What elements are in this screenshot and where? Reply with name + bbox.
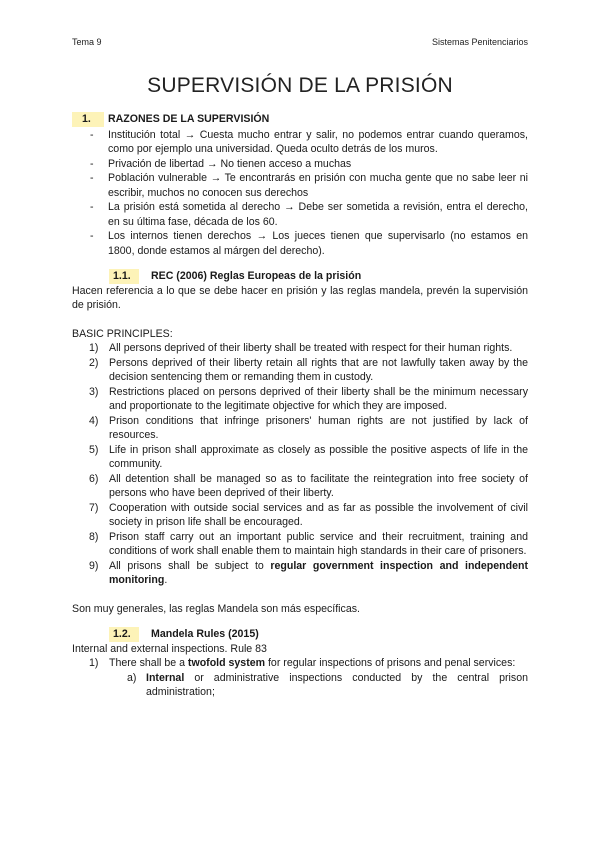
list-item: 9) All prisons shall be subject to regular government inspection and independent monitoring. [89, 559, 528, 586]
section-1-number: 1. [72, 112, 104, 127]
principles-label: BASIC PRINCIPLES: [72, 327, 173, 340]
header-subject: Sistemas Penitenciarios [431, 37, 528, 47]
page-title: SUPERVISIÓN DE LA PRISIÓN [147, 74, 453, 97]
list-item: - La prisión está sometida al derecho → Debe ser sometida a revisión, entra el derecho, en su última fase, década de los 60. [90, 200, 528, 229]
section-1-1-number: 1.1. [109, 269, 139, 284]
list-item: - Institución total → Cuesta mucho entrar y salir, no podemos entrar cuando queramos, como por ejemplo una universidad. Queda oculto detrás de los muros. [90, 128, 528, 157]
list-item: 1) There shall be a twofold system for regular inspections of prisons and penal services: [89, 657, 516, 669]
list-item: 1) All persons deprived of their liberty shall be treated with respect for their human rights. [89, 342, 513, 354]
list-item: - Privación de libertad → No tienen acceso a muchas [90, 157, 528, 172]
list-item: 6) All detention shall be managed so as to facilitate the reintegration into free society of persons who have been deprived of their liberty. [89, 472, 528, 499]
section-1-2-intro: Internal and external inspections. Rule 83 [72, 642, 267, 655]
reasons-list [72, 128, 528, 259]
list-item: 2) Persons deprived of their liberty retain all rights that are not lawfully taken away by the decision sentencing them or remanding them in custody. [89, 356, 528, 383]
list-item: - Población vulnerable → Te encontrarás en prisión con mucha gente que no sabe leer ni escribir, muchos no conocen sus derechos [90, 171, 528, 200]
section-1-2-title: Mandela Rules (2015) [151, 628, 259, 640]
list-item: 3) Restrictions placed on persons deprived of their liberty shall be the minimum necessary and proportionate to the legitimate objective for which they are imposed. [89, 385, 528, 412]
section-1-title: RAZONES DE LA SUPERVISIÓN [108, 113, 270, 125]
section-1-1-title: REC (2006) Reglas Europeas de la prisión [151, 270, 362, 282]
section-1-1-closing: Son muy generales, las reglas Mandela son más específicas. [72, 602, 360, 615]
list-item: 7) Cooperation with outside social services and as far as possible the involvement of civil society in prison life shall be encouraged. [89, 501, 528, 528]
principles-list [72, 341, 528, 588]
list-item: a) Internal or administrative inspections conducted by the central prison administration; [127, 671, 528, 698]
section-1-2-number: 1.2. [109, 627, 139, 642]
list-item: - Los internos tienen derechos → Los jueces tienen que supervisarlo (no estamos en 1800, donde estamos al márgen del derecho). [90, 229, 528, 258]
section-1-heading [72, 112, 528, 127]
list-item: 5) Life in prison shall approximate as closely as possible the positive aspects of life in the community. [89, 443, 528, 470]
header-topic: Tema 9 [72, 37, 102, 47]
section-1-1-intro: Hacen referencia a lo que se debe hacer en prisión y las reglas mandela, prevén la supervisión de prisión. [72, 284, 528, 311]
list-item: 8) Prison staff carry out an important public service and their recruitment, training and conditions of work shall enable them to maintain high standards in their care of prisoners. [89, 530, 528, 557]
list-item: 4) Prison conditions that infringe prisoners' human rights are not justified by lack of resources. [89, 414, 528, 441]
section-1-1-heading [109, 269, 528, 284]
section-1-2-heading [109, 627, 528, 642]
document-body [72, 112, 528, 700]
inspection-types-list [72, 671, 528, 700]
mandela-rules-list [72, 656, 528, 671]
